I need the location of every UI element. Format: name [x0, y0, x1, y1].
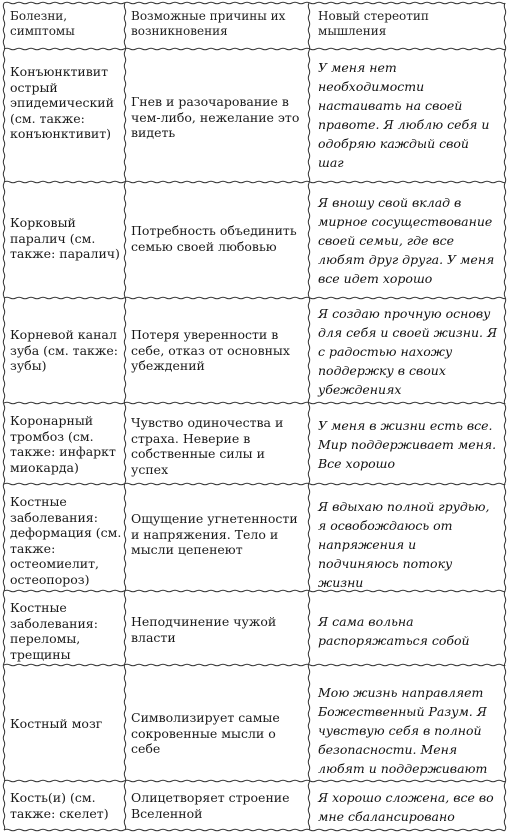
table-row-divider: [4, 181, 505, 182]
table-row-cause: Потеря уверенности в себе, отказ от основных убеждений: [131, 327, 290, 373]
table-row-cause: Гнев и разочарование в чем-либо, нежелание это видеть: [131, 94, 300, 140]
table-row-thought: У меня в жизни есть все. Мир поддерживает меня. Все хорошо: [318, 418, 497, 471]
table-row-thought: У меня нет необходимости настаивать на своей правоте. Я люблю себя и одобряю каждый свой шаг: [318, 60, 490, 170]
table-column-divider: [124, 3, 125, 830]
table-row-cause: Олицетворяет строение Вселенной: [131, 790, 290, 821]
table-row-cause: Потребность объединить семью своей любовью: [131, 223, 297, 254]
table-row-thought: Я сама вольна распоряжаться собой: [318, 614, 470, 648]
table-row-disease: Коронарный тромбоз (см. также: инфаркт миокарда): [10, 413, 116, 475]
table-row-cause: Чувство одиночества и страха. Неверие в собственные силы и успех: [131, 415, 284, 477]
table-column-divider: [504, 3, 505, 830]
table-row-divider: [4, 664, 505, 665]
table-row-disease: Конъюнктивит острый эпидемический (см. также: конъюнктивит): [10, 64, 114, 141]
table-row-disease: Костные заболевания: переломы, трещины: [10, 600, 98, 662]
table-row-divider: [4, 483, 505, 484]
table-row-thought: Мою жизнь направляет Божественный Разум. Я чувствую себя в полной безопасности. Меня любят и поддерживают: [318, 685, 488, 776]
table-row-disease: Костные заболевания: деформация (см. также: остеомиелит, остеопороз): [10, 494, 122, 587]
table-row-thought: Я создаю прочную основу для себя и своей жизни. Я с радостью нахожу поддержку в своих убеждениях: [318, 306, 498, 397]
table-column-divider: [3, 3, 4, 830]
table-row-divider: [4, 297, 505, 298]
table-row-divider: [4, 402, 505, 403]
table-row-thought: Я вдыхаю полной грудью, я освобождаюсь от напряжения и подчиняюсь потоку жизни: [318, 499, 490, 590]
table-row-divider: [4, 829, 505, 830]
table-row-disease: Костный мозг: [10, 716, 103, 731]
table-column-divider: [308, 3, 309, 830]
table-row-divider: [4, 780, 505, 781]
table-row-thought: Я хорошо сложена, все во мне сбалансировано: [318, 790, 494, 824]
table-row-divider: [4, 48, 505, 49]
header-diseases: Болезни, симптомы: [10, 9, 75, 38]
table-row-disease: Кость(и) (см. также: скелет): [10, 790, 109, 821]
header-causes: Возможные причины их возникновения: [131, 9, 286, 38]
table-row-disease: Корневой канал зуба (см. также: зубы): [10, 327, 118, 373]
table-row-thought: Я вношу свой вклад в мирное сосуществование своей семьи, где все любят друг друга. У меня все идет хорошо: [318, 195, 495, 286]
table-row-cause: Символизирует самые сокровенные мысли о себе: [131, 710, 280, 756]
table-row-divider: [4, 2, 505, 3]
table-row-disease: Корковый паралич (см. также: паралич): [10, 215, 120, 261]
header-new-thought: Новый стереотип мышления: [318, 9, 429, 38]
table-row-cause: Неподчинение чужой власти: [131, 614, 277, 645]
table-row-cause: Ощущение угнетенности и напряжения. Тело и мысли цепенеют: [131, 511, 298, 557]
